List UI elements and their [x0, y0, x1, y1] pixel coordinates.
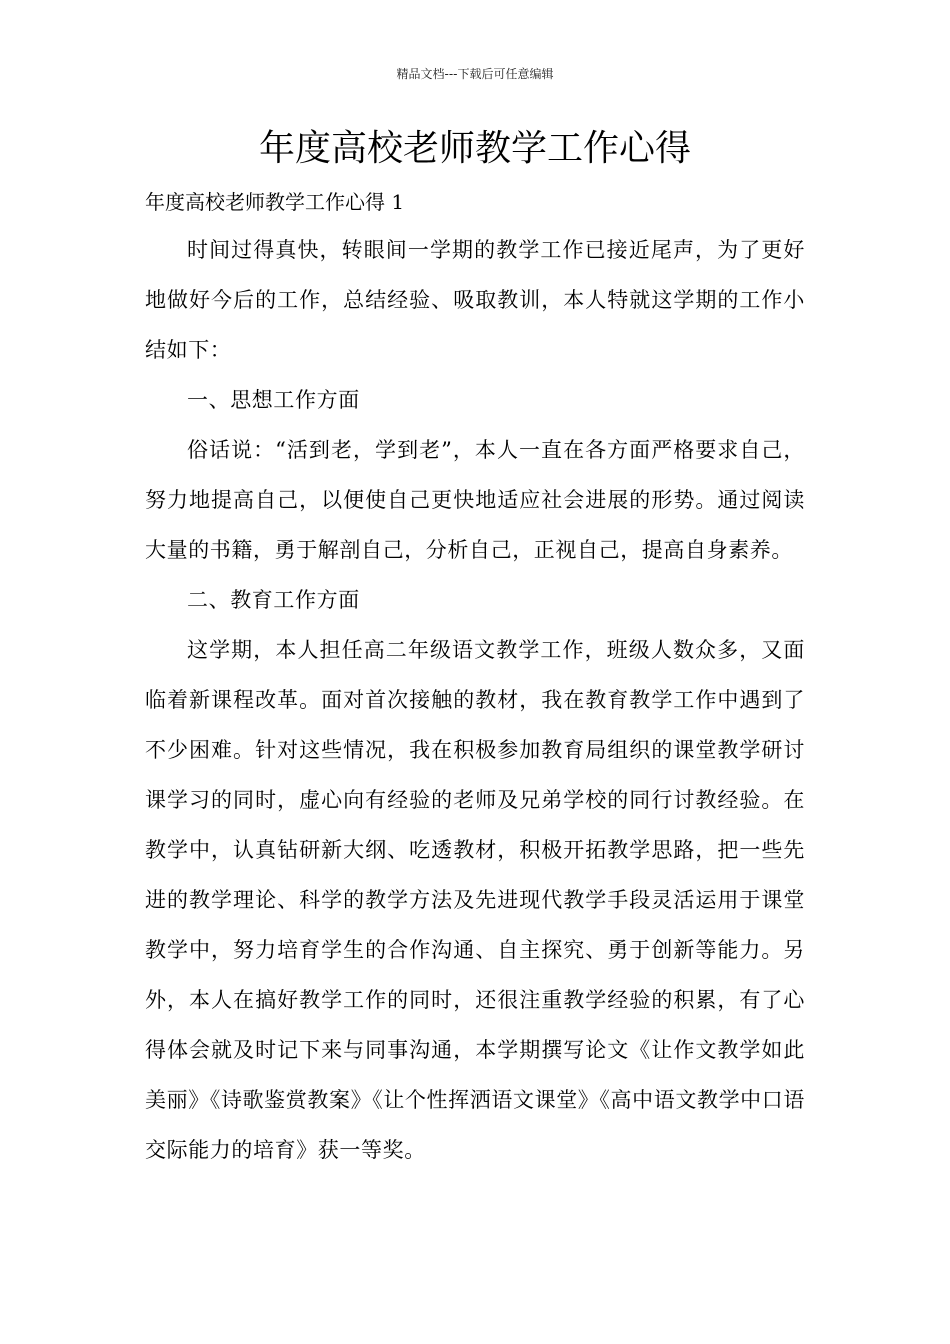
paragraph-intro: 时间过得真快，转眼间一学期的教学工作已接近尾声，为了更好地做好今后的工作，总结经验、吸取教训，本人特就这学期的工作小结如下： [145, 238, 805, 362]
section-heading-thought: 一、思想工作方面 [187, 388, 360, 412]
section-heading-education: 二、教育工作方面 [187, 588, 360, 612]
document-body [145, 180, 805, 1175]
paragraph-education: 这学期，本人担任高二年级语文教学工作，班级人数众多，又面临着新课程改革。面对首次接触的教材，我在教育教学工作中遇到了不少困难。针对这些情况，我在积极参加教育局组织的课堂教学研讨课学习的同时，虚心向有经验的老师及兄弟学校的同行讨教经验。在教学中，认真钻研新大纲、吃透教材，积极开拓教学思路，把一些先进的教学理论、科学的教学方法及先进现代教学手段灵活运用于课堂教学中，努力培育学生的合作沟通、自主探究、勇于创新等能力。另外，本人在搞好教学工作的同时，还很注重教学经验的积累，有了心得体会就及时记下来与同事沟通，本学期撰写论文《让作文教学如此美丽》《诗歌鉴赏教案》《让个性挥洒语文课堂》《高中语文教学中口语交际能力的培育》获一等奖。 [145, 638, 805, 1162]
header-note: 精品文档---下载后可任意编辑 [396, 67, 554, 81]
paragraph-thought: 俗话说：“活到老，学到老”，本人一直在各方面严格要求自己，努力地提高自己，以便使自己更快地适应社会进展的形势。通过阅读大量的书籍，勇于解剖自己，分析自己，正视自己，提高自身素养。 [145, 438, 805, 562]
document-subtitle: 年度高校老师教学工作心得 1 [145, 190, 405, 214]
document-title: 年度高校老师教学工作心得 [258, 128, 691, 169]
